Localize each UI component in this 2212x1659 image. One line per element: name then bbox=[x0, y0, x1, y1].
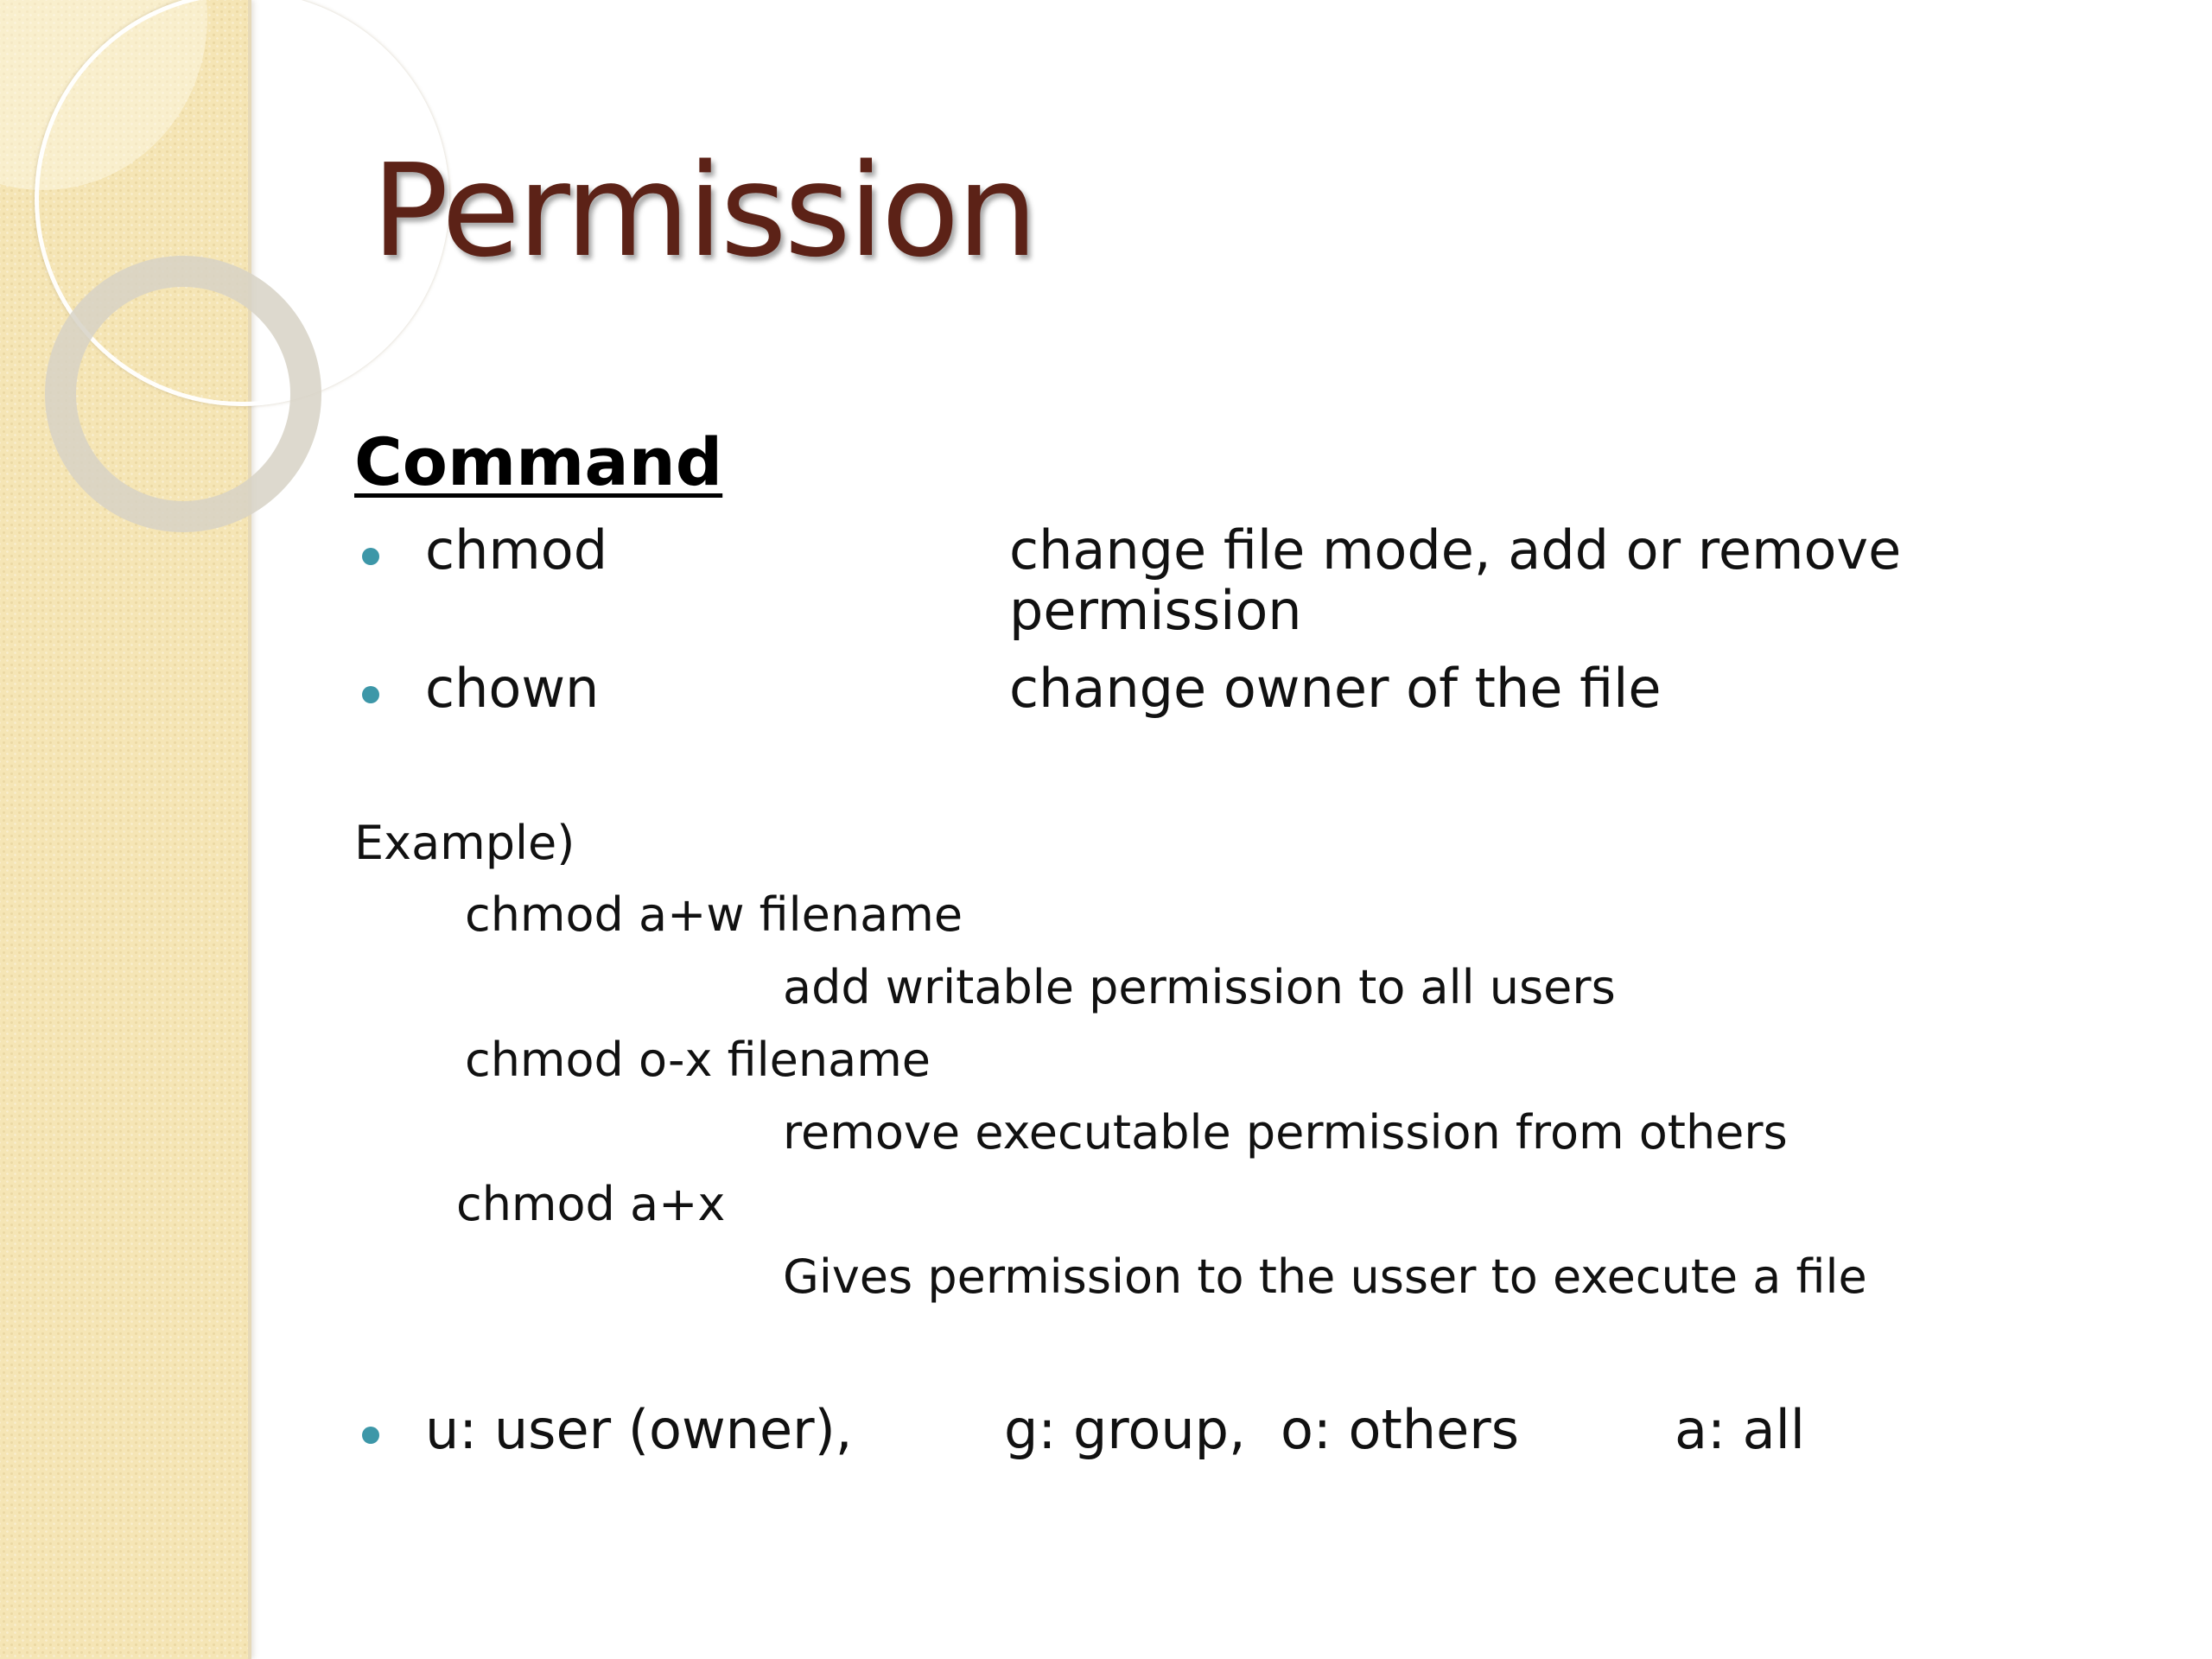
example-command-1: chmod a+w filename bbox=[465, 887, 963, 942]
legend-all: a: all bbox=[1675, 1398, 1806, 1461]
legend-others: o: others bbox=[1281, 1398, 1520, 1461]
command-description-chmod-line1: change file mode, add or remove bbox=[1009, 518, 1902, 582]
example-explanation-3: Gives permission to the usser to execute a file bbox=[783, 1249, 1867, 1304]
example-explanation-2: remove executable permission from others bbox=[783, 1105, 1788, 1160]
bullet-icon bbox=[362, 686, 379, 703]
decorative-side-band bbox=[0, 0, 251, 1659]
command-name-chown: chown bbox=[425, 657, 600, 720]
legend-user: u: user (owner), bbox=[425, 1398, 853, 1461]
bullet-icon bbox=[362, 1427, 379, 1444]
example-command-3: chmod a+x bbox=[456, 1177, 726, 1231]
command-description-chown: change owner of the file bbox=[1009, 657, 1662, 720]
example-explanation-1: add writable permission to all users bbox=[783, 960, 1616, 1014]
slide-title: Permission bbox=[372, 137, 1036, 285]
example-command-2: chmod o-x filename bbox=[465, 1033, 931, 1087]
section-heading: Command bbox=[354, 423, 723, 500]
legend-group: g: group, bbox=[1004, 1398, 1246, 1461]
example-label: Example) bbox=[354, 816, 575, 870]
command-description-chmod-line2: permission bbox=[1009, 579, 1302, 642]
decorative-ring-small bbox=[45, 256, 321, 532]
bullet-icon bbox=[362, 548, 379, 565]
command-name-chmod: chmod bbox=[425, 518, 608, 582]
